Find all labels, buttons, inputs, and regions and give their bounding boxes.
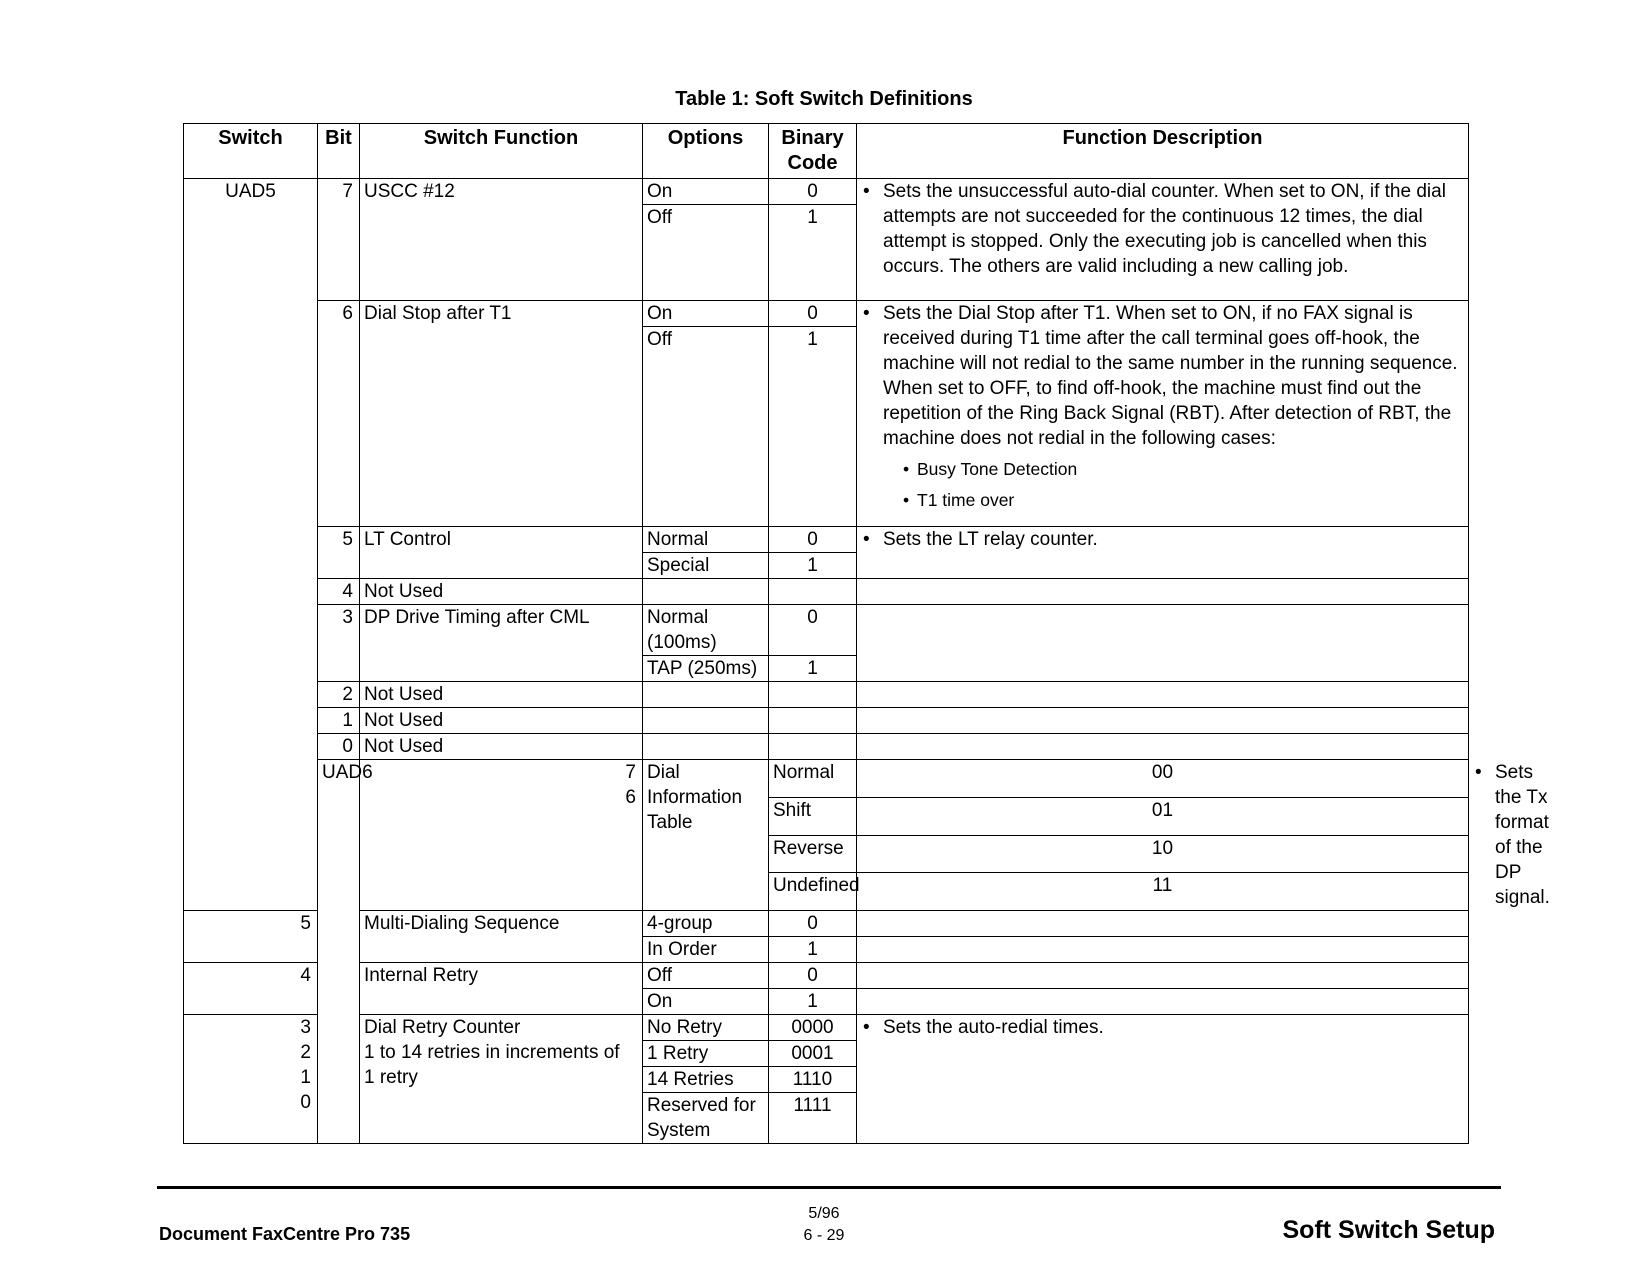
code-cell: 0: [769, 301, 857, 327]
option-cell: Normal: [643, 527, 769, 553]
code-cell: [769, 579, 857, 605]
switch-uad6: UAD6: [318, 760, 360, 1144]
table-row: [184, 605, 1469, 656]
bit-cell: 5: [184, 911, 318, 963]
bit-cell: 5: [318, 527, 360, 579]
table-row: [184, 527, 1469, 553]
description-cell: [857, 963, 1469, 989]
code-cell: 0: [769, 963, 857, 989]
soft-switch-table: [183, 123, 1550, 1144]
option-cell: On: [643, 179, 769, 205]
code-cell: [769, 682, 857, 708]
description-cell: [857, 682, 1469, 708]
description-text: Sets the Dial Stop after T1. When set to ON, if no FAX signal is received during T1 time after the call terminal goes off-hook, the machine will not redial to the same number in the running sequence. When set to OFF, to find off-hook, the machine must find out the repetition of the Ring Back Signal (RBT). After detection of RBT, the machine does not redial in the following cases:: [883, 303, 1458, 449]
header-bit: Bit: [318, 124, 360, 179]
bit-cell: 2: [318, 682, 360, 708]
function-cell: Not Used: [360, 734, 643, 760]
code-cell: 0: [769, 527, 857, 553]
function-cell: Not Used: [360, 682, 643, 708]
option-cell: No Retry: [643, 1015, 769, 1041]
code-cell: 1: [769, 327, 857, 527]
function-cell: Multi-Dialing Sequence: [360, 911, 643, 963]
option-cell: In Order: [643, 937, 769, 963]
code-cell: 1111: [769, 1093, 857, 1144]
code-cell: 1: [769, 989, 857, 1015]
sub-item: Busy Tone Detection: [917, 459, 1078, 479]
bullet-icon: •: [903, 459, 910, 479]
description-text: Sets the unsuccessful auto-dial counter. When set to ON, if the dial attempts are not succeeded for the continuous 12 times, the dial attempt is stopped. Only the executing job is cancelled when this occurs. The others are valid including a new calling job.: [883, 181, 1446, 277]
table-row: [184, 734, 1469, 760]
option-cell: Off: [643, 963, 769, 989]
description-cell: [857, 911, 1469, 937]
description-cell: [857, 708, 1469, 734]
bullet-icon: •: [863, 529, 870, 550]
bit-cell: 1: [318, 708, 360, 734]
header-description: Function Description: [857, 124, 1469, 179]
bit-value: 7: [625, 762, 636, 783]
description-text: Sets the Tx format of the DP signal.: [1495, 762, 1550, 908]
code-cell: 0001: [769, 1041, 857, 1067]
bullet-icon: •: [863, 1017, 870, 1038]
bullet-icon: •: [903, 490, 910, 510]
option-cell: On: [643, 301, 769, 327]
code-cell: [769, 734, 857, 760]
bit-cell: 0: [318, 734, 360, 760]
footer-page-number: 6 - 29: [803, 1227, 845, 1244]
description-text: Sets the LT relay counter.: [883, 529, 1098, 550]
table-row: [184, 179, 1469, 205]
option-cell: [643, 708, 769, 734]
option-cell: Normal: [769, 760, 857, 798]
option-cell: Normal (100ms): [643, 605, 769, 656]
footer-section-title: Soft Switch Setup: [1282, 1216, 1495, 1244]
option-cell: [643, 682, 769, 708]
table-row: [184, 963, 1469, 989]
description-cell: [857, 527, 1469, 579]
bit-cell: [184, 1015, 318, 1144]
option-cell: 14 Retries: [643, 1067, 769, 1093]
bit-value: 3: [300, 1017, 311, 1038]
option-cell: Undefined: [769, 873, 857, 911]
option-cell: Special: [643, 553, 769, 579]
code-cell: 0000: [769, 1015, 857, 1041]
description-text: Sets the auto-redial times.: [883, 1017, 1104, 1038]
bullet-icon: •: [863, 303, 870, 324]
code-cell: 0: [769, 911, 857, 937]
bit-cell: 4: [318, 579, 360, 605]
option-cell: Reverse: [769, 835, 857, 873]
table-row: [184, 1015, 1469, 1041]
header-binary-code: Binary Code: [769, 124, 857, 179]
bit-value: 0: [300, 1092, 311, 1113]
description-cell: [857, 179, 1469, 301]
function-cell: USCC #12: [360, 179, 643, 301]
option-cell: Reserved for System: [643, 1093, 769, 1144]
code-cell: 1: [769, 656, 857, 682]
option-cell: 4-group: [643, 911, 769, 937]
description-cell: [857, 734, 1469, 760]
option-cell: Shift: [769, 797, 857, 835]
code-cell: 10: [857, 835, 1469, 873]
function-cell: [360, 1015, 643, 1144]
option-cell: 1 Retry: [643, 1041, 769, 1067]
bit-value: 2: [300, 1042, 311, 1063]
option-cell: TAP (250ms): [643, 656, 769, 682]
table-row: [184, 911, 1469, 937]
code-cell: [769, 708, 857, 734]
code-cell: 1110: [769, 1067, 857, 1093]
description-cell: [857, 937, 1469, 963]
function-cell: Dial Stop after T1: [360, 301, 643, 527]
description-cell: [857, 605, 1469, 682]
function-cell: LT Control: [360, 527, 643, 579]
table-row: [184, 760, 1469, 798]
header-row: [184, 124, 1469, 179]
header-function: Switch Function: [360, 124, 643, 179]
bit-value: 6: [625, 787, 636, 808]
option-cell: Off: [643, 205, 769, 301]
table-row: [184, 708, 1469, 734]
footer-divider: [157, 1186, 1501, 1189]
header-switch: Switch: [184, 124, 318, 179]
function-cell: Internal Retry: [360, 963, 643, 1015]
function-cell: Not Used: [360, 708, 643, 734]
description-cell: [857, 1015, 1469, 1144]
bit-value: 1: [300, 1067, 311, 1088]
bullet-icon: •: [1475, 762, 1482, 783]
code-cell: 1: [769, 937, 857, 963]
function-text: 1 to 14 retries in increments of: [364, 1042, 620, 1063]
table-row: [184, 301, 1469, 327]
bit-cell: [360, 760, 643, 911]
code-cell: 11: [857, 873, 1469, 911]
code-cell: 01: [857, 797, 1469, 835]
sub-item: T1 time over: [917, 490, 1015, 510]
code-cell: 0: [769, 179, 857, 205]
code-cell: 1: [769, 205, 857, 301]
bullet-icon: •: [863, 181, 870, 202]
bit-cell: 7: [318, 179, 360, 301]
option-cell: [643, 579, 769, 605]
function-text: 1 retry: [364, 1067, 418, 1088]
bit-cell: 4: [184, 963, 318, 1015]
function-text: Dial Retry Counter: [364, 1017, 521, 1038]
code-cell: 00: [857, 760, 1469, 798]
option-cell: Off: [643, 327, 769, 527]
table-row: [184, 682, 1469, 708]
option-cell: [643, 734, 769, 760]
description-cell: [857, 301, 1469, 527]
footer-document-title: Document FaxCentre Pro 735: [159, 1224, 411, 1244]
bit-cell: 6: [318, 301, 360, 527]
description-cell: [857, 579, 1469, 605]
switch-uad5: UAD5: [184, 179, 318, 911]
bit-cell: 3: [318, 605, 360, 682]
footer-date: 5/96: [808, 1205, 840, 1222]
header-options: Options: [643, 124, 769, 179]
option-cell: On: [643, 989, 769, 1015]
function-cell: Not Used: [360, 579, 643, 605]
table-caption: Table 1: Soft Switch Definitions: [675, 88, 973, 110]
function-cell: DP Drive Timing after CML: [360, 605, 643, 682]
table-row: [184, 579, 1469, 605]
description-cell: [857, 989, 1469, 1015]
code-cell: 1: [769, 553, 857, 579]
function-cell: Dial Information Table: [643, 760, 769, 911]
code-cell: 0: [769, 605, 857, 656]
